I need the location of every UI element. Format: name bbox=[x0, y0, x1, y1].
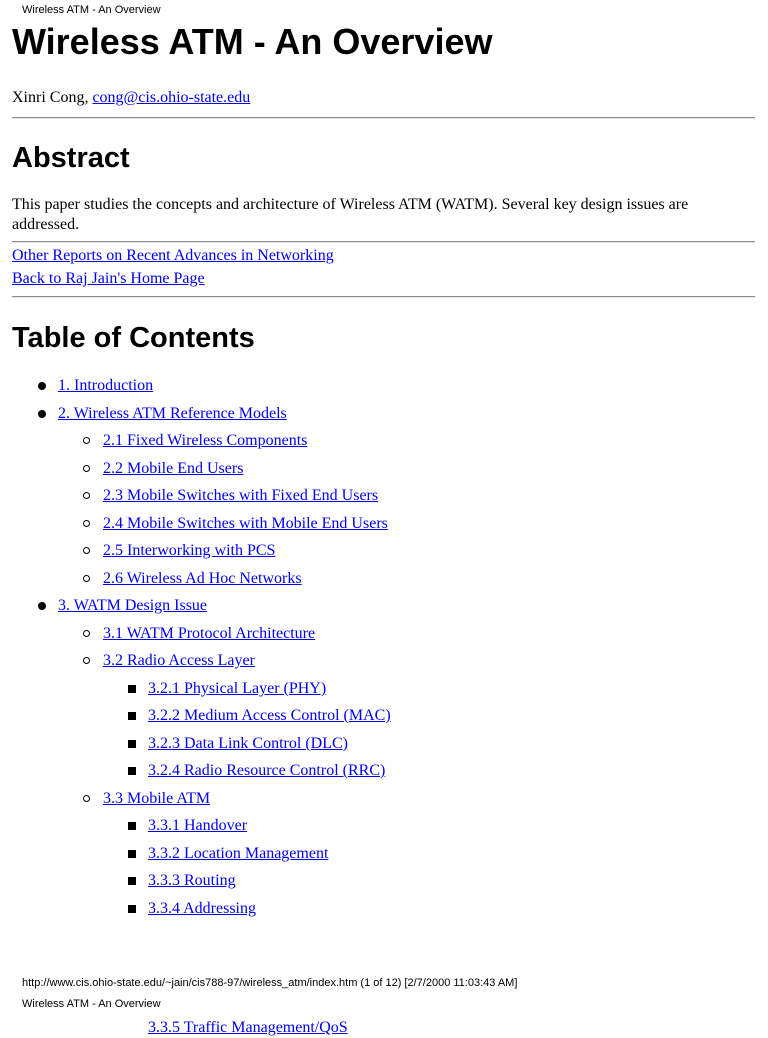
bullet-circle-icon bbox=[83, 795, 90, 802]
toc-item bbox=[103, 430, 307, 452]
divider bbox=[12, 117, 755, 119]
toc-link[interactable]: 3.2 Radio Access Layer bbox=[103, 652, 255, 669]
toc-link[interactable]: 3.2.1 Physical Layer (PHY) bbox=[148, 680, 327, 697]
toc-item bbox=[58, 375, 153, 397]
toc-item bbox=[148, 760, 385, 782]
toc-item bbox=[103, 788, 210, 810]
toc-link[interactable]: 2. Wireless ATM Reference Models bbox=[58, 405, 287, 422]
bullet-square-icon bbox=[128, 712, 136, 720]
bullet-disc-icon bbox=[38, 410, 46, 418]
page-header: Wireless ATM - An Overview bbox=[22, 4, 161, 16]
toc-link[interactable]: 2.4 Mobile Switches with Mobile End Users bbox=[103, 515, 388, 532]
toc-link[interactable]: 3. WATM Design Issue bbox=[58, 597, 208, 614]
toc-item bbox=[148, 733, 348, 755]
toc-item bbox=[103, 568, 302, 590]
toc-item bbox=[148, 678, 326, 700]
toc-item bbox=[148, 705, 391, 727]
cut-off-toc-link[interactable]: 3.3.5 Traffic Management/QoS bbox=[148, 1019, 348, 1036]
bullet-circle-icon bbox=[83, 547, 90, 554]
footer-url: http://www.cis.ohio-state.edu/~jain/cis788-97/wireless_atm/index.htm (1 of 12) [2/7/2000 11:03:43 AM] bbox=[22, 977, 518, 989]
toc-item bbox=[148, 898, 256, 920]
toc-link[interactable]: 2.2 Mobile End Users bbox=[103, 460, 244, 477]
bullet-square-icon bbox=[128, 740, 136, 748]
bullet-square-icon bbox=[128, 850, 136, 858]
toc-link[interactable]: 3.2.4 Radio Resource Control (RRC) bbox=[148, 762, 386, 779]
toc-link[interactable]: 2.5 Interworking with PCS bbox=[103, 542, 276, 559]
toc-item bbox=[103, 513, 388, 535]
toc-item bbox=[58, 403, 287, 425]
bullet-square-icon bbox=[128, 685, 136, 693]
toc-link[interactable]: 3.3 Mobile ATM bbox=[103, 790, 211, 807]
toc-item bbox=[148, 870, 236, 892]
bullet-square-icon bbox=[128, 905, 136, 913]
toc-link[interactable]: 3.2.3 Data Link Control (DLC) bbox=[148, 735, 348, 752]
toc-heading: Table of Contents bbox=[12, 322, 255, 354]
toc-item bbox=[103, 623, 315, 645]
toc-item bbox=[103, 485, 378, 507]
toc-item bbox=[148, 843, 328, 865]
bullet-square-icon bbox=[128, 822, 136, 830]
toc-link[interactable]: 3.2.2 Medium Access Control (MAC) bbox=[148, 707, 391, 724]
next-page-header: Wireless ATM - An Overview bbox=[22, 998, 161, 1010]
divider bbox=[12, 241, 755, 243]
bullet-circle-icon bbox=[83, 657, 90, 664]
author-line bbox=[12, 88, 250, 108]
toc-link[interactable]: 3.3.4 Addressing bbox=[148, 900, 256, 917]
author-name: Xinri Cong, bbox=[12, 89, 93, 106]
divider bbox=[12, 296, 755, 298]
bullet-disc-icon bbox=[38, 602, 46, 610]
bullet-circle-icon bbox=[83, 492, 90, 499]
toc-item bbox=[103, 458, 243, 480]
bullet-circle-icon bbox=[83, 520, 90, 527]
toc-item bbox=[58, 595, 207, 617]
bullet-disc-icon bbox=[38, 382, 46, 390]
author-email-link[interactable]: cong@cis.ohio-state.edu bbox=[92, 89, 251, 106]
page-title: Wireless ATM - An Overview bbox=[12, 21, 493, 62]
toc-link[interactable]: 3.1 WATM Protocol Architecture bbox=[103, 625, 316, 642]
toc-link[interactable]: 1. Introduction bbox=[58, 377, 154, 394]
toc-link[interactable]: 3.3.1 Handover bbox=[148, 817, 248, 834]
bullet-square-icon bbox=[128, 877, 136, 885]
toc-item bbox=[103, 650, 255, 672]
bullet-square-icon bbox=[128, 767, 136, 775]
bullet-circle-icon bbox=[83, 630, 90, 637]
abstract-text: This paper studies the concepts and architecture of Wireless ATM (WATM). Several key design issues are addressed. bbox=[12, 196, 689, 233]
toc-link[interactable]: 3.3.3 Routing bbox=[148, 872, 236, 889]
bullet-circle-icon bbox=[83, 437, 90, 444]
toc-link[interactable]: 2.1 Fixed Wireless Components bbox=[103, 432, 308, 449]
toc-link[interactable]: 2.3 Mobile Switches with Fixed End Users bbox=[103, 487, 379, 504]
abstract-heading: Abstract bbox=[12, 142, 130, 174]
home-page-link[interactable]: Back to Raj Jain's Home Page bbox=[12, 270, 205, 287]
other-reports-link[interactable]: Other Reports on Recent Advances in Networking bbox=[12, 247, 334, 264]
toc-item bbox=[103, 540, 275, 562]
bullet-circle-icon bbox=[83, 465, 90, 472]
bullet-circle-icon bbox=[83, 575, 90, 582]
toc-link[interactable]: 2.6 Wireless Ad Hoc Networks bbox=[103, 570, 302, 587]
toc-item bbox=[148, 815, 247, 837]
toc-link[interactable]: 3.3.2 Location Management bbox=[148, 845, 329, 862]
